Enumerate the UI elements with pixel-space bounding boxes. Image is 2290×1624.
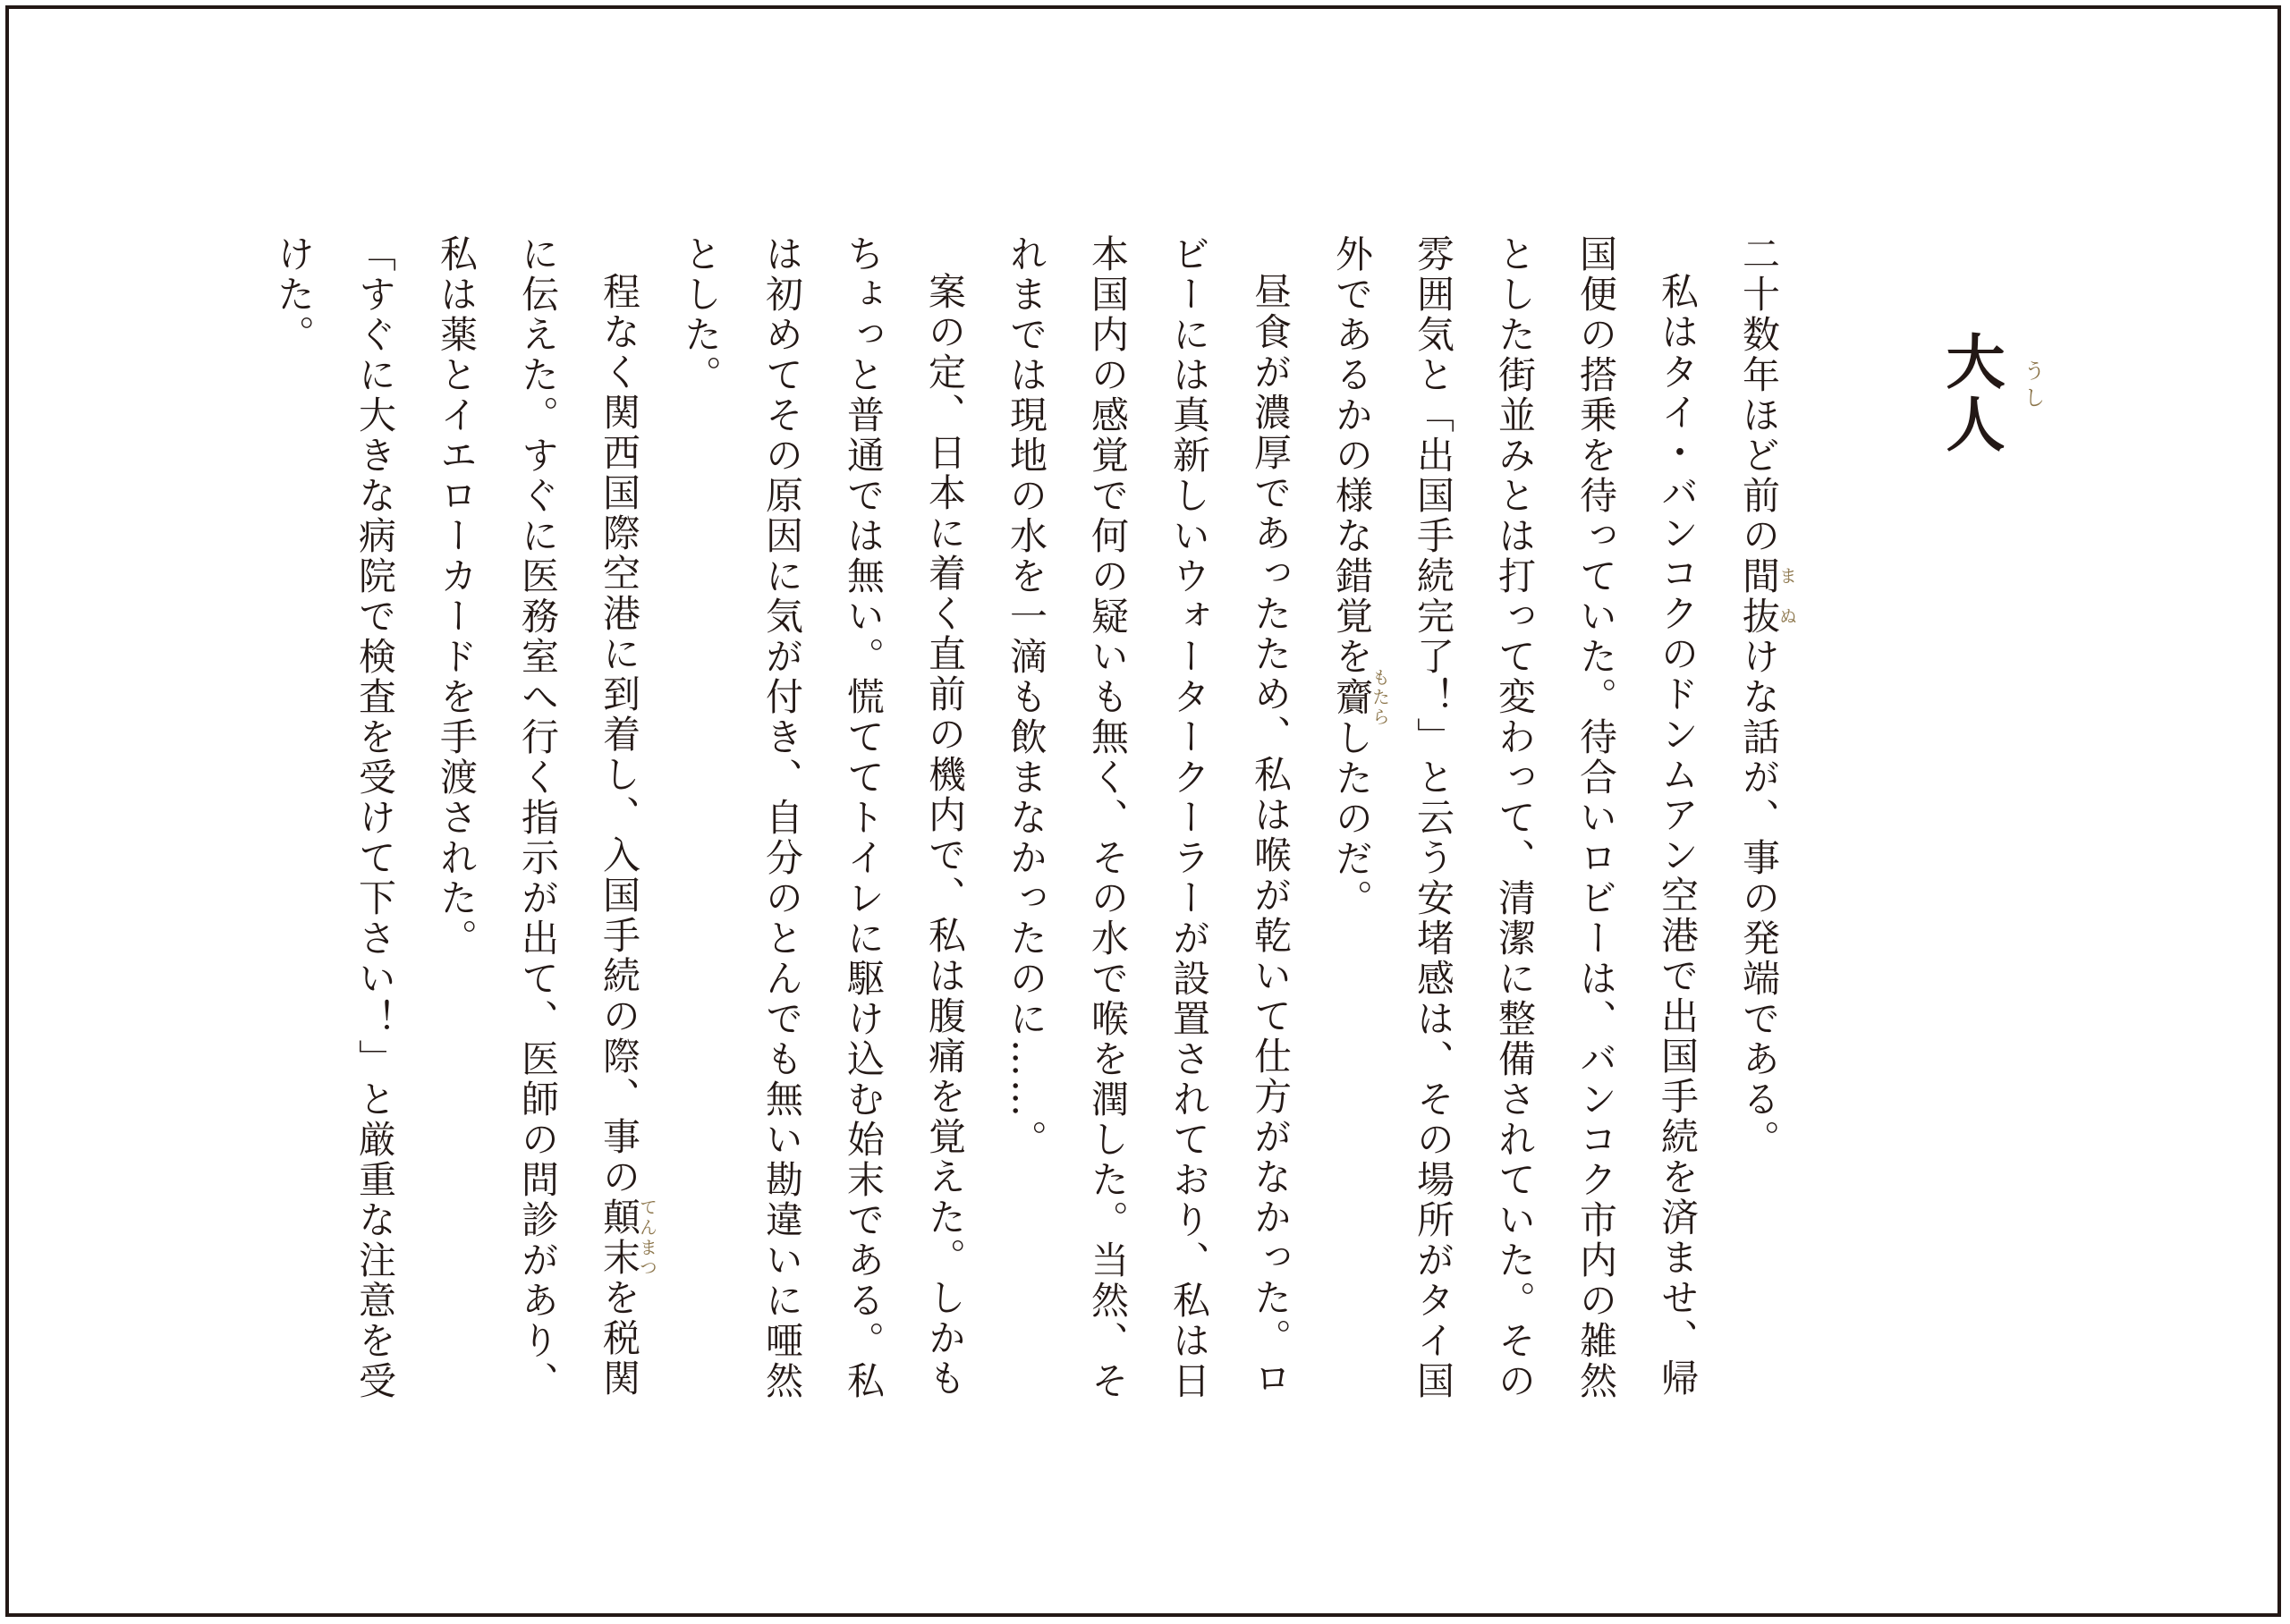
- ruby-base: 顛末: [598, 1197, 641, 1278]
- ruby-reading: てんまつ: [636, 1197, 658, 1278]
- text-run: 程なく関西国際空港に到着し、入国手続の際、事の: [598, 272, 641, 1197]
- paragraph: [253, 234, 416, 1424]
- body-text: [253, 234, 1800, 1424]
- text-run: を税関に伝えた。すぐに医務室へ行く指示が出て、医師の問診があり、私は薬とイエローカードを手渡された。: [435, 234, 641, 1401]
- text-run: 案の定、日本に着く直前の機内で、私は腹痛を覚えた。しかもちょっと普通では無い。慌ててトイレに駆け込む始末である。私は初めてその原因に気が付き、自分のとんでも無い勘違いに唖然とした。: [679, 234, 967, 1401]
- ruby-base: 間抜: [1737, 556, 1781, 637]
- text-run: 「すぐに大きな病院で検査を受けて下さい！」と厳重な注意を受けた。: [272, 234, 397, 1401]
- text-run: したのだ。: [1330, 718, 1374, 919]
- title-reading: うし: [2020, 359, 2045, 413]
- ruby-word: [598, 1197, 658, 1278]
- title-block: [1936, 331, 2045, 456]
- paragraph: [986, 234, 1311, 1424]
- ruby-word: [1330, 668, 1391, 727]
- text-run: 二十数年ほど前の: [1737, 234, 1781, 556]
- text-run: 昼食が濃厚であったため、私は喉が乾いて仕方がなかった。ロビーには真新しいウォータークーラーが設置されており、私は日本国内の感覚で何の疑いも無く、その水で喉を潤した。当然、それまでは現地の水を一滴も飲まなかったのに……。: [1005, 234, 1293, 1401]
- ruby-reading: まぬ: [1776, 556, 1798, 637]
- text-run: けな話が、事の発端である。: [1737, 637, 1781, 1160]
- paragraph: [1311, 234, 1718, 1424]
- text-run: 私はタイ・バンコクのドンムアン空港で出国手続を済ませ、帰国便の搭乗を待っていた。待合いロビーは、バンコク市内の雑然とした街並みとは打って変わって、清潔に整備されていた。その雰囲気と「出国手続完了！」と云う安堵感は、その場所がタイ国外であるかの様な錯覚を: [1330, 234, 1700, 1401]
- paragraph: [416, 234, 660, 1424]
- ruby-reading: もたら: [1369, 668, 1391, 727]
- paragraph: [660, 234, 986, 1424]
- ruby-word: [1737, 556, 1798, 637]
- page-title: 大人: [1936, 331, 2006, 456]
- ruby-base: 齎: [1330, 668, 1374, 727]
- paragraph: [1718, 234, 1800, 1424]
